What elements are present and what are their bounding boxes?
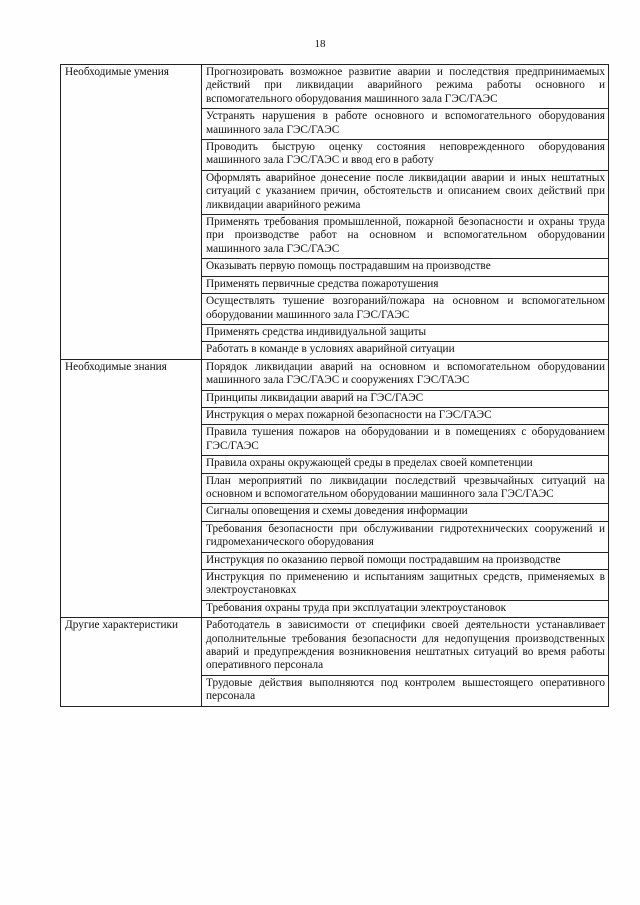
page-number: 18 <box>314 38 326 50</box>
requirements-table <box>60 64 609 707</box>
table-row <box>61 65 609 109</box>
table-row <box>61 618 609 676</box>
requirements-table-body <box>61 65 609 707</box>
requirement-item: Устранять нарушения в работе основного и вспомогательного оборудования машинного зала ГЭС/ГАЭС <box>202 109 609 140</box>
requirement-item: Инструкция по оказанию первой помощи пострадавшим на производстве <box>202 552 609 569</box>
requirement-item: Применять первичные средства пожаротушения <box>202 276 609 293</box>
requirement-item: Правила охраны окружающей среды в пределах своей компетенции <box>202 456 609 473</box>
requirement-item: Проводить быструю оценку состояния неповрежденного оборудования машинного зала ГЭС/ГАЭС и ввод его в работу <box>202 140 609 171</box>
requirement-item: Трудовые действия выполняются под контролем вышестоящего оперативного персонала <box>202 675 609 706</box>
requirement-item: Оформлять аварийное донесение после ликвидации аварии и иных нештатных ситуаций с указанием причин, обстоятельств и описанием своих действий при ликвидации аварийного режима <box>202 170 609 214</box>
requirement-item: Принципы ликвидации аварий на ГЭС/ГАЭС <box>202 390 609 407</box>
section-label: Необходимые знания <box>61 359 202 618</box>
requirement-item: Инструкция о мерах пожарной безопасности на ГЭС/ГАЭС <box>202 407 609 424</box>
requirement-item: Инструкция по применению и испытаниям защитных средств, применяемых в электроустановках <box>202 570 609 601</box>
requirement-item: Работать в команде в условиях аварийной ситуации <box>202 342 609 359</box>
requirement-item: Порядок ликвидации аварий на основном и вспомогательном оборудовании машинного зала ГЭС/ГАЭС и сооружениях ГЭС/ГАЭС <box>202 359 609 390</box>
requirement-item: Требования охраны труда при эксплуатации электроустановок <box>202 600 609 617</box>
requirement-item: Оказывать первую помощь пострадавшим на производстве <box>202 259 609 276</box>
requirement-item: Требования безопасности при обслуживании гидротехнических сооружений и гидромеханического оборудования <box>202 521 609 552</box>
section-label: Другие характеристики <box>61 618 202 706</box>
requirement-item: Работодатель в зависимости от специфики своей деятельности устанавливает дополнительные требования безопасности для недопущения производственных аварий и предупреждения возникновения нештатных ситуаций во время работы оперативного персонала <box>202 618 609 676</box>
requirement-item: Осуществлять тушение возгораний/пожара на основном и вспомогательном оборудовании машинного зала ГЭС/ГАЭС <box>202 294 609 325</box>
table-row <box>61 359 609 390</box>
requirement-item: Правила тушения пожаров на оборудовании и в помещениях с оборудованием ГЭС/ГАЭС <box>202 425 609 456</box>
requirement-item: План мероприятий по ликвидации последствий чрезвычайных ситуаций на основном и вспомогательном оборудовании машинного зала ГЭС/ГАЭС <box>202 473 609 504</box>
requirement-item: Прогнозировать возможное развитие аварии и последствия предпринимаемых действий при ликвидации аварийного режима работы основного и вспомогательного оборудования машинного зала ГЭС/ГАЭС <box>202 65 609 109</box>
requirement-item: Применять требования промышленной, пожарной безопасности и охраны труда при производстве работ на основном и вспомогательном оборудовании машинного зала ГЭС/ГАЭС <box>202 215 609 259</box>
requirement-item: Сигналы оповещения и схемы доведения информации <box>202 504 609 521</box>
section-label: Необходимые умения <box>61 65 202 360</box>
requirement-item: Применять средства индивидуальной защиты <box>202 324 609 341</box>
